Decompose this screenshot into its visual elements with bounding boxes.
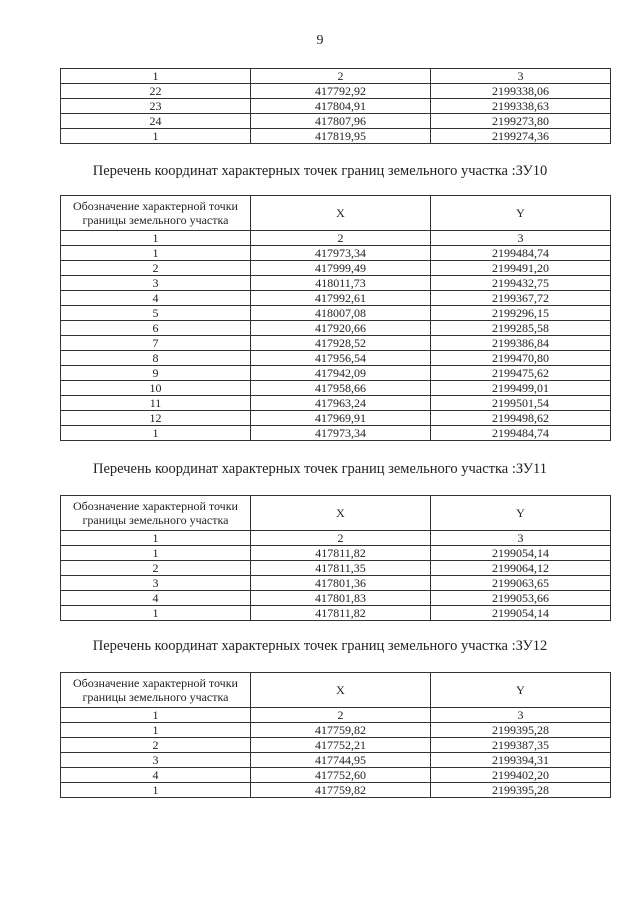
cell-y: 3 bbox=[431, 69, 611, 84]
cell-y: 2199064,12 bbox=[431, 561, 611, 576]
cell-point: 1 bbox=[61, 231, 251, 246]
cell-y: 2199395,28 bbox=[431, 783, 611, 798]
cell-point: 1 bbox=[61, 531, 251, 546]
table-row bbox=[61, 723, 611, 738]
cell-point: 3 bbox=[61, 753, 251, 768]
cell-y: 2199274,36 bbox=[431, 129, 611, 144]
cell-y: 2199501,54 bbox=[431, 396, 611, 411]
section-title-zu11: Перечень координат характерных точек границ земельного участка :ЗУ11 bbox=[92, 461, 548, 477]
column-header-point: Обозначение характерной точки границы земельного участка bbox=[61, 496, 251, 531]
cell-y: 2199367,72 bbox=[431, 291, 611, 306]
cell-point: 4 bbox=[61, 291, 251, 306]
cell-point: 1 bbox=[61, 426, 251, 441]
cell-x: 417942,09 bbox=[251, 366, 431, 381]
cell-point: 2 bbox=[61, 738, 251, 753]
table-row bbox=[61, 411, 611, 426]
cell-point: 9 bbox=[61, 366, 251, 381]
table-row bbox=[61, 321, 611, 336]
table-row bbox=[61, 396, 611, 411]
cell-y: 2199053,66 bbox=[431, 591, 611, 606]
cell-x: 417958,66 bbox=[251, 381, 431, 396]
cell-x: 2 bbox=[251, 231, 431, 246]
cell-point: 2 bbox=[61, 561, 251, 576]
cell-x: 417920,66 bbox=[251, 321, 431, 336]
cell-y: 2199285,58 bbox=[431, 321, 611, 336]
cell-x: 417969,91 bbox=[251, 411, 431, 426]
cell-y: 2199475,62 bbox=[431, 366, 611, 381]
cell-y: 2199338,63 bbox=[431, 99, 611, 114]
table-row bbox=[61, 291, 611, 306]
cell-x: 417811,82 bbox=[251, 606, 431, 621]
column-header-x: X bbox=[251, 496, 431, 531]
table-row bbox=[61, 246, 611, 261]
table-row bbox=[61, 114, 611, 129]
table-row bbox=[61, 381, 611, 396]
table-row bbox=[61, 738, 611, 753]
column-header-y: Y bbox=[431, 196, 611, 231]
cell-x: 417811,82 bbox=[251, 546, 431, 561]
cell-point: 1 bbox=[61, 783, 251, 798]
cell-x: 417759,82 bbox=[251, 783, 431, 798]
cell-y: 2199432,75 bbox=[431, 276, 611, 291]
cell-point: 1 bbox=[61, 606, 251, 621]
cell-y: 2199470,80 bbox=[431, 351, 611, 366]
cell-x: 417804,91 bbox=[251, 99, 431, 114]
cell-point: 11 bbox=[61, 396, 251, 411]
cell-y: 2199491,20 bbox=[431, 261, 611, 276]
table-row bbox=[61, 276, 611, 291]
column-header-x: X bbox=[251, 673, 431, 708]
section-title-zu10: Перечень координат характерных точек границ земельного участка :ЗУ10 bbox=[92, 163, 548, 179]
table-row bbox=[61, 336, 611, 351]
coordinates-table-continued bbox=[60, 68, 611, 144]
column-number-row bbox=[61, 708, 611, 723]
cell-point: 4 bbox=[61, 768, 251, 783]
column-header-y: Y bbox=[431, 496, 611, 531]
table-row bbox=[61, 129, 611, 144]
table-row bbox=[61, 306, 611, 321]
cell-point: 2 bbox=[61, 261, 251, 276]
cell-x: 418011,73 bbox=[251, 276, 431, 291]
cell-y: 2199402,20 bbox=[431, 768, 611, 783]
page-number: 9 bbox=[316, 33, 324, 48]
cell-point: 22 bbox=[61, 84, 251, 99]
cell-x: 417992,61 bbox=[251, 291, 431, 306]
table-row bbox=[61, 84, 611, 99]
cell-x: 417752,60 bbox=[251, 768, 431, 783]
table-row bbox=[61, 606, 611, 621]
cell-y: 3 bbox=[431, 231, 611, 246]
cell-y: 3 bbox=[431, 708, 611, 723]
cell-x: 417801,36 bbox=[251, 576, 431, 591]
cell-x: 418007,08 bbox=[251, 306, 431, 321]
table-row bbox=[61, 99, 611, 114]
cell-point: 1 bbox=[61, 546, 251, 561]
table-row bbox=[61, 546, 611, 561]
cell-y: 2199498,62 bbox=[431, 411, 611, 426]
cell-point: 7 bbox=[61, 336, 251, 351]
column-number-row bbox=[61, 531, 611, 546]
cell-x: 417928,52 bbox=[251, 336, 431, 351]
cell-y: 2199484,74 bbox=[431, 246, 611, 261]
column-header-point: Обозначение характерной точки границы земельного участка bbox=[61, 673, 251, 708]
column-header-point: Обозначение характерной точки границы земельного участка bbox=[61, 196, 251, 231]
coordinates-table-zu10 bbox=[60, 195, 611, 441]
table-row bbox=[61, 426, 611, 441]
cell-x: 417801,83 bbox=[251, 591, 431, 606]
cell-y: 2199394,31 bbox=[431, 753, 611, 768]
cell-point: 1 bbox=[61, 723, 251, 738]
coordinates-table-zu11 bbox=[60, 495, 611, 621]
section-title-zu12: Перечень координат характерных точек границ земельного участка :ЗУ12 bbox=[92, 638, 548, 654]
cell-x: 2 bbox=[251, 708, 431, 723]
cell-y: 2199386,84 bbox=[431, 336, 611, 351]
cell-point: 1 bbox=[61, 129, 251, 144]
table-row bbox=[61, 561, 611, 576]
cell-x: 417819,95 bbox=[251, 129, 431, 144]
cell-point: 24 bbox=[61, 114, 251, 129]
cell-point: 3 bbox=[61, 276, 251, 291]
table-row bbox=[61, 783, 611, 798]
cell-point: 3 bbox=[61, 576, 251, 591]
cell-point: 23 bbox=[61, 99, 251, 114]
cell-x: 417999,49 bbox=[251, 261, 431, 276]
cell-y: 2199054,14 bbox=[431, 606, 611, 621]
cell-x: 417792,92 bbox=[251, 84, 431, 99]
cell-x: 417811,35 bbox=[251, 561, 431, 576]
cell-y: 2199338,06 bbox=[431, 84, 611, 99]
cell-x: 417956,54 bbox=[251, 351, 431, 366]
cell-y: 2199273,80 bbox=[431, 114, 611, 129]
cell-y: 2199499,01 bbox=[431, 381, 611, 396]
cell-point: 10 bbox=[61, 381, 251, 396]
table-row bbox=[61, 768, 611, 783]
cell-point: 4 bbox=[61, 591, 251, 606]
cell-point: 8 bbox=[61, 351, 251, 366]
cell-x: 2 bbox=[251, 531, 431, 546]
coordinates-table-zu12 bbox=[60, 672, 611, 798]
cell-point: 6 bbox=[61, 321, 251, 336]
table-row bbox=[61, 591, 611, 606]
column-number-row bbox=[61, 231, 611, 246]
cell-x: 417744,95 bbox=[251, 753, 431, 768]
cell-y: 3 bbox=[431, 531, 611, 546]
cell-point: 1 bbox=[61, 246, 251, 261]
cell-point: 12 bbox=[61, 411, 251, 426]
cell-y: 2199296,15 bbox=[431, 306, 611, 321]
table-row bbox=[61, 366, 611, 381]
column-number-row bbox=[61, 69, 611, 84]
cell-x: 417973,34 bbox=[251, 246, 431, 261]
column-header-x: X bbox=[251, 196, 431, 231]
cell-x: 2 bbox=[251, 69, 431, 84]
table-row bbox=[61, 753, 611, 768]
cell-y: 2199387,35 bbox=[431, 738, 611, 753]
table-row bbox=[61, 576, 611, 591]
cell-y: 2199484,74 bbox=[431, 426, 611, 441]
column-header-y: Y bbox=[431, 673, 611, 708]
cell-x: 417759,82 bbox=[251, 723, 431, 738]
cell-y: 2199063,65 bbox=[431, 576, 611, 591]
cell-point: 1 bbox=[61, 708, 251, 723]
table-row bbox=[61, 261, 611, 276]
table-row bbox=[61, 351, 611, 366]
cell-x: 417973,34 bbox=[251, 426, 431, 441]
cell-y: 2199395,28 bbox=[431, 723, 611, 738]
cell-y: 2199054,14 bbox=[431, 546, 611, 561]
cell-x: 417752,21 bbox=[251, 738, 431, 753]
cell-x: 417807,96 bbox=[251, 114, 431, 129]
cell-point: 1 bbox=[61, 69, 251, 84]
cell-x: 417963,24 bbox=[251, 396, 431, 411]
cell-point: 5 bbox=[61, 306, 251, 321]
